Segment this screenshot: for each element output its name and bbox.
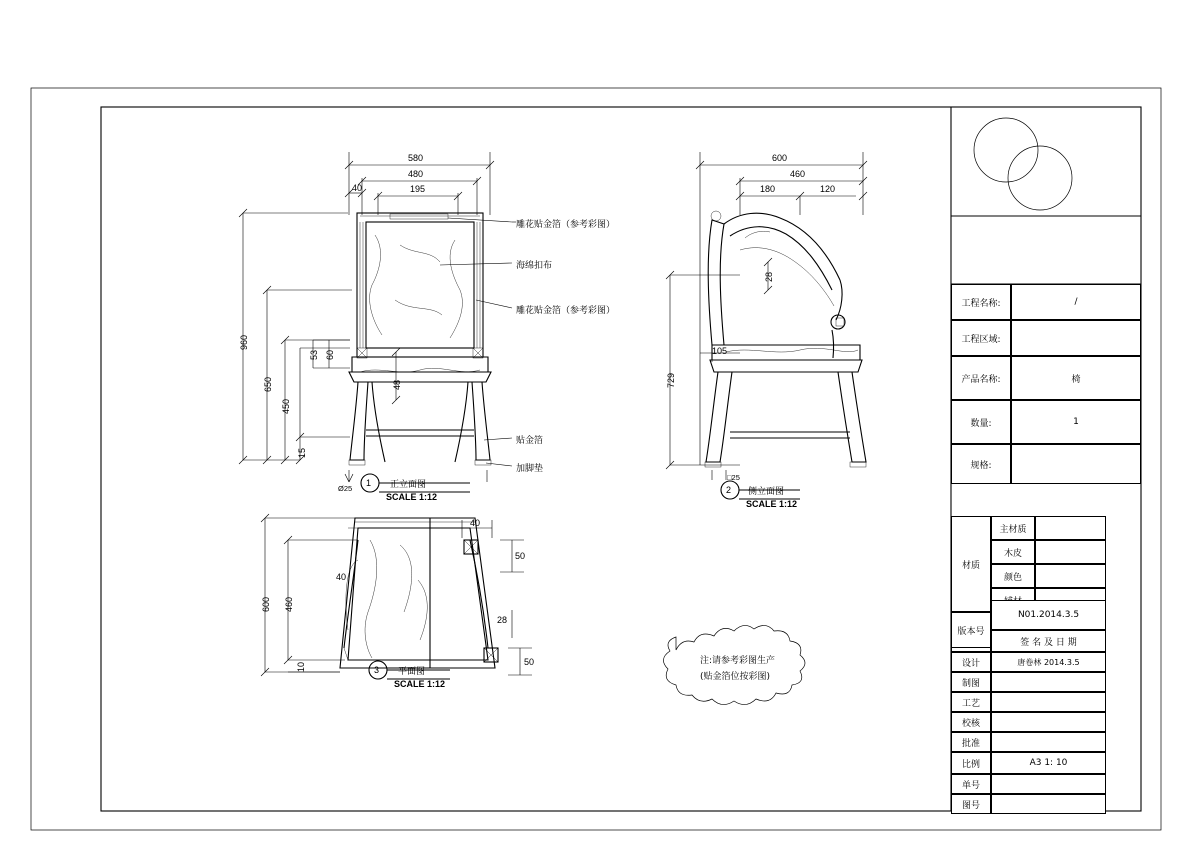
front-dim-960: 960 xyxy=(239,334,249,350)
title-value-version[interactable]: N01.2014.3.5 xyxy=(991,600,1106,630)
title-label-project-area: 工程区域: xyxy=(951,320,1011,356)
title-label-version: 版本号 xyxy=(951,612,991,648)
title-value-process[interactable] xyxy=(991,692,1106,712)
front-dim-40: 40 xyxy=(352,183,363,193)
title-label-material: 材质 xyxy=(951,516,991,612)
plan-dim-460: 460 xyxy=(284,596,294,612)
title-label-color: 颜色 xyxy=(991,564,1035,588)
note-line-1: 注:请参考彩图生产 xyxy=(700,656,776,666)
front-dim-53: 53 xyxy=(309,349,319,360)
title-value-approve[interactable] xyxy=(991,732,1106,752)
front-dim-450: 450 xyxy=(281,398,291,414)
title-value-project-area[interactable] xyxy=(1011,320,1141,356)
plan-dim-28: 28 xyxy=(497,615,508,625)
title-label-drawing-no: 图号 xyxy=(951,794,991,814)
front-dim-480: 480 xyxy=(408,169,424,179)
front-dim-48: 48 xyxy=(392,379,402,390)
side-dim-120: 120 xyxy=(820,184,836,194)
side-dim-460: 460 xyxy=(790,169,806,179)
title-value-product-name[interactable]: 椅 xyxy=(1011,356,1141,400)
front-note-dia25: Ø25 xyxy=(338,484,353,493)
title-label-approve: 批准 xyxy=(951,732,991,752)
title-value-project-name[interactable]: / xyxy=(1011,284,1141,320)
front-dim-60: 60 xyxy=(325,349,335,360)
plan-view-number: 3 xyxy=(374,665,380,675)
front-label-carving-gold-1: 雕花贴金箔（参考彩图） xyxy=(516,220,616,230)
title-value-design[interactable]: 唐卷林 2014.3.5 xyxy=(991,652,1106,672)
title-value-spec[interactable] xyxy=(1011,444,1141,484)
title-value-order-no[interactable] xyxy=(991,774,1106,794)
plan-view-scale: SCALE 1:12 xyxy=(394,679,446,689)
title-value-scale[interactable]: A3 1: 10 xyxy=(991,752,1106,774)
title-value-drafting[interactable] xyxy=(991,672,1106,692)
title-label-scale: 比例 xyxy=(951,752,991,774)
front-label-carving-gold-2: 雕花贴金箔（参考彩图） xyxy=(516,306,616,316)
title-value-check[interactable] xyxy=(991,712,1106,732)
plan-dim-10: 10 xyxy=(296,661,306,672)
plan-dim-40-inner: 40 xyxy=(336,572,347,582)
front-label-foot-pad: 加脚垫 xyxy=(516,464,544,474)
front-dim-650: 650 xyxy=(263,376,273,392)
side-view-number: 2 xyxy=(726,485,732,495)
title-label-drafting: 制图 xyxy=(951,672,991,692)
side-view-scale: SCALE 1:12 xyxy=(746,499,798,509)
front-view-name: 正立面图 xyxy=(390,480,427,490)
title-label-process: 工艺 xyxy=(951,692,991,712)
front-view-scale: SCALE 1:12 xyxy=(386,492,438,502)
side-dim-180: 180 xyxy=(760,184,776,194)
side-dim-28: 28 xyxy=(764,271,774,282)
title-value-drawing-no[interactable] xyxy=(991,794,1106,814)
title-value-quantity[interactable]: 1 xyxy=(1011,400,1141,444)
front-dim-15: 15 xyxy=(297,447,307,458)
title-label-quantity: 数量: xyxy=(951,400,1011,444)
side-dim-600: 600 xyxy=(772,153,788,163)
plan-dim-50-bottom: 50 xyxy=(524,657,535,667)
side-note-sq25: □25 xyxy=(727,473,740,482)
title-value-main-material[interactable] xyxy=(1035,516,1106,540)
front-view-number: 1 xyxy=(366,478,372,488)
plan-dim-600: 600 xyxy=(261,596,271,612)
title-label-veneer: 木皮 xyxy=(991,540,1035,564)
title-label-design: 设计 xyxy=(951,652,991,672)
title-value-veneer[interactable] xyxy=(1035,540,1106,564)
front-label-gold-leaf: 贴金箔 xyxy=(516,436,544,446)
front-dim-195: 195 xyxy=(410,184,426,194)
side-dim-105: 105 xyxy=(712,346,728,356)
title-label-main-material: 主材质 xyxy=(991,516,1035,540)
front-label-sponge-fabric: 海绵扣布 xyxy=(516,261,553,271)
title-value-color[interactable] xyxy=(1035,564,1106,588)
plan-dim-40-right: 40 xyxy=(470,518,481,528)
title-label-product-name: 产品名称: xyxy=(951,356,1011,400)
title-label-spec: 规格: xyxy=(951,444,1011,484)
plan-view-name: 平面图 xyxy=(398,667,426,677)
title-label-project-name: 工程名称: xyxy=(951,284,1011,320)
plan-dim-50-top: 50 xyxy=(515,551,526,561)
title-label-order-no: 单号 xyxy=(951,774,991,794)
front-dim-580: 580 xyxy=(408,153,424,163)
note-line-2: (贴金箔位按彩图) xyxy=(700,672,771,682)
title-label-check: 校核 xyxy=(951,712,991,732)
title-signature-header: 签 名 及 日 期 xyxy=(991,630,1106,652)
side-view-name: 侧立面图 xyxy=(748,487,785,497)
side-dim-729: 729 xyxy=(666,372,676,388)
